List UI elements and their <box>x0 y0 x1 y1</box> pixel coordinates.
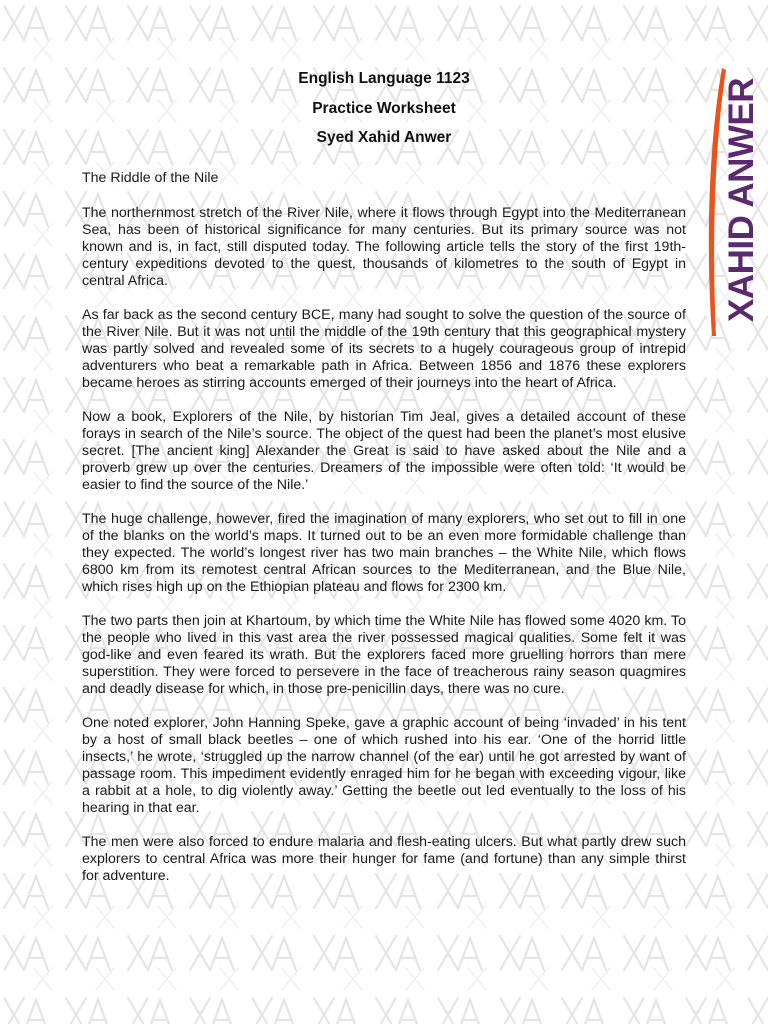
author-name: Syed Xahid Anwer <box>316 129 452 146</box>
article-body <box>82 170 686 902</box>
worksheet-title: Practice Worksheet <box>312 99 456 117</box>
brand-logo-text: XAHID ANWER <box>722 77 761 322</box>
article-paragraph: The northernmost stretch of the River Nile, where it flows through Egypt into the Mediterranean Sea, has been of historical significance for many centuries. But its primary source was not known and is, in fact, still disputed today. The following article tells the story of the first 19th-century expeditions devoted to the quest, thousands of kilometres to the south of Egypt in central Africa. <box>82 204 686 289</box>
worksheet-header <box>190 64 578 153</box>
article-paragraph: As far back as the second century BCE, many had sought to solve the question of the source of the River Nile. But it was not until the middle of the 19th century that this geographical mystery was partly solved and revealed some of its secrets to a hugely courageous group of intrepid adventurers who beat a remarkable path in Africa. Between 1856 and 1876 these explorers became heroes as stirring accounts emerged of their journeys into the heart of Africa. <box>82 306 686 391</box>
course-title: English Language 1123 <box>298 70 470 87</box>
article-paragraph: The two parts then join at Khartoum, by which time the White Nile has flowed some 4020 km. To the people who lived in this vast area the river possessed magical qualities. Some felt it was god-like and even feared its wrath. But the explorers faced more gruelling horrors than mere superstition. They were forced to persevere in the face of treacherous rainy season quagmires and deadly disease for which, in those pre-penicillin days, there was no cure. <box>82 613 686 697</box>
article-title: The Riddle of the Nile <box>82 170 219 186</box>
article-paragraph: One noted explorer, John Hanning Speke, gave a graphic account of being ‘invaded’ in his tent by a host of small black beetles – one of which rushed into his ear. ‘One of the horrid little insects,’ he wrote, ‘struggled up the narrow channel (of the ear) until he got arrested by want of passage room. This impediment evidently enraged him for he began with exceeding vigour, like a rabbit at a hole, to dig violently away.’ Getting the beetle out led eventually to the loss of his hearing in that ear. <box>82 715 686 816</box>
article-paragraph: The men were also forced to endure malaria and flesh-eating ulcers. But what partly drew such explorers to central Africa was more their hunger for fame (and fortune) than any simple thirst for adventure. <box>82 834 686 884</box>
article-paragraph: The huge challenge, however, fired the imagination of many explorers, who set out to fill in one of the blanks on the world’s maps. It turned out to be an even more formidable challenge than they expected. The world’s longest river has two main branches – the White Nile, which flows 6800 km from its remotest central African sources to the Mediterranean, and the Blue Nile, which rises high up on the Ethiopian plateau and flows for 2300 km. <box>82 511 686 595</box>
article-paragraph: Now a book, Explorers of the Nile, by historian Tim Jeal, gives a detailed account of these forays in search of the Nile’s source. The object of the quest had been the planet’s most elusive secret. [The ancient king] Alexander the Great is said to have asked about the Nile and a proverb grew up over the centuries. Dreamers of the impossible were often told: ‘It would be easier to find the source of the Nile.’ <box>82 408 686 493</box>
